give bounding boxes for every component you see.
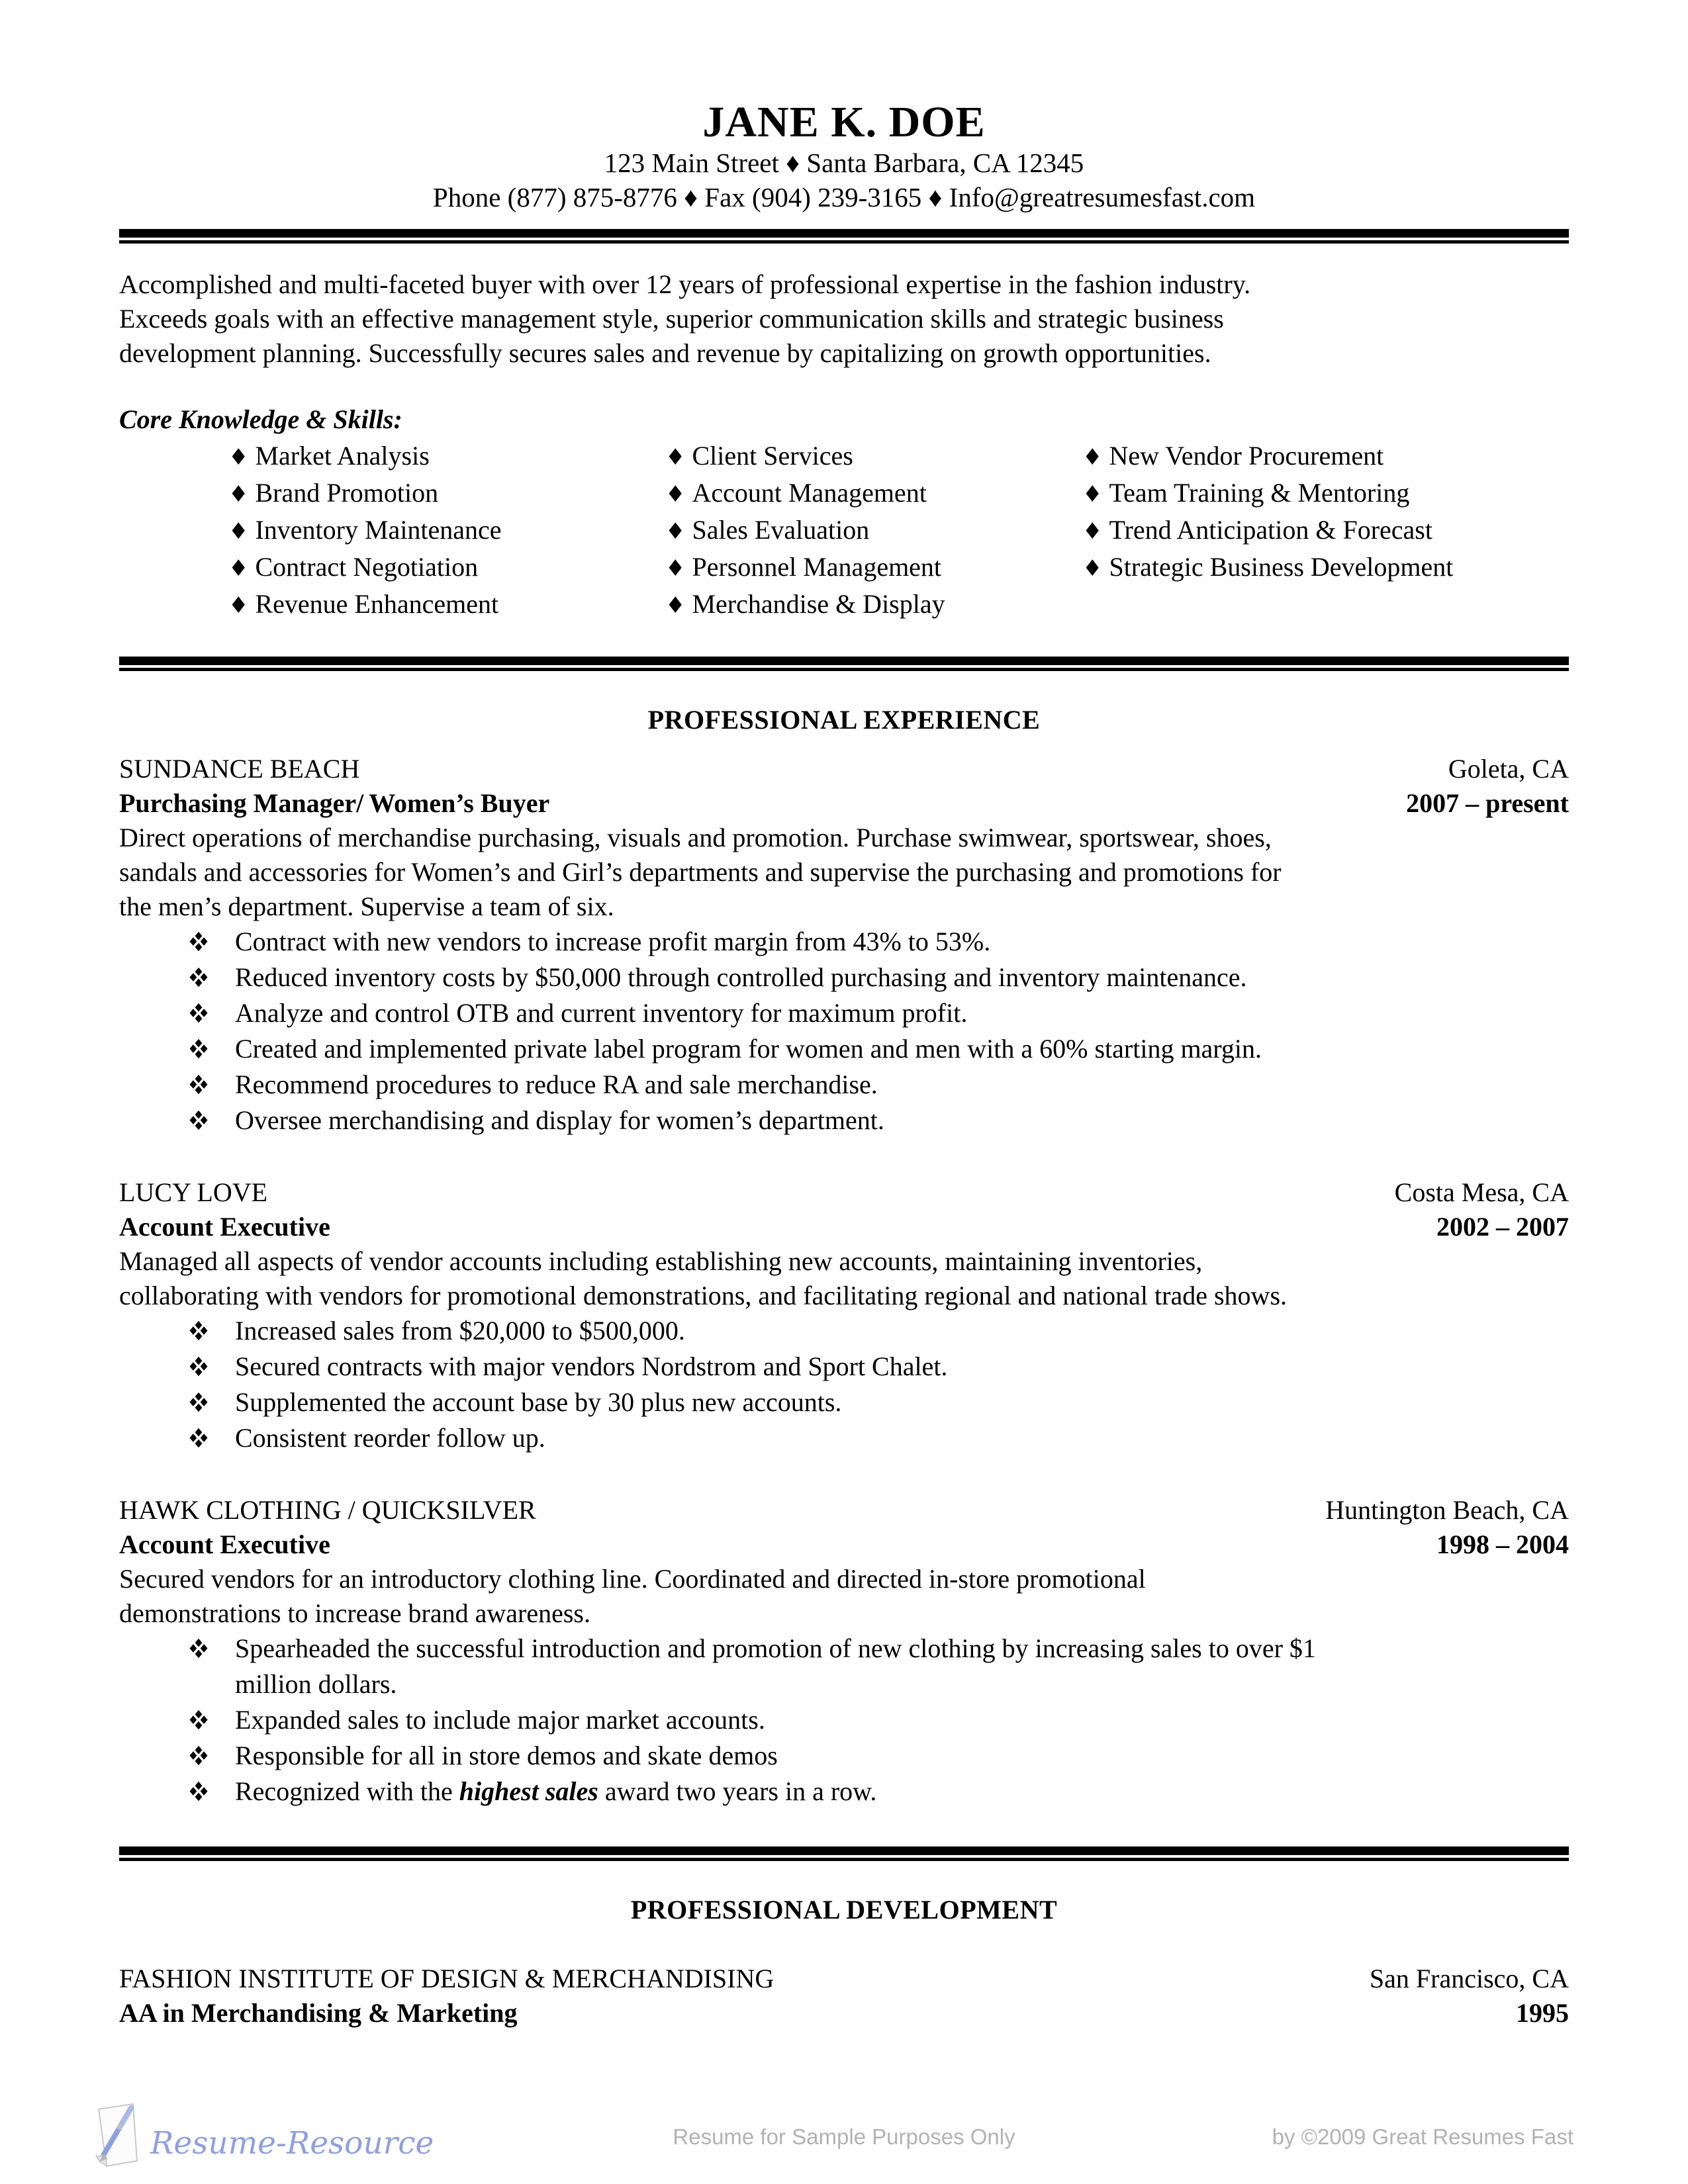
bullet-text: Supplemented the account base by 30 plus new accounts. — [235, 1387, 842, 1417]
school-row — [119, 1962, 1569, 1996]
bullet-text: Contract with new vendors to increase profit margin from 43% to 53%. — [235, 927, 991, 956]
page-footer — [0, 2071, 1688, 2184]
diamond-icon: ♦ — [228, 592, 249, 619]
skill-item — [228, 438, 665, 475]
job-title-row — [119, 1527, 1569, 1562]
four-diamond-bullet-icon — [189, 1349, 235, 1385]
four-diamond-bullet-icon — [189, 1774, 235, 1809]
four-diamond-bullet-icon — [189, 1631, 235, 1702]
bullet-text: Recommend procedures to reduce RA and sale merchandise. — [235, 1069, 878, 1099]
job-title-row — [119, 1210, 1569, 1244]
bullet-item — [189, 1385, 1569, 1420]
skill-label: Inventory Maintenance — [255, 515, 502, 545]
four-diamond-bullet-icon — [189, 1313, 235, 1349]
resume-resource-logo — [89, 2099, 434, 2175]
experience-heading: PROFESSIONAL EXPERIENCE — [647, 705, 1041, 735]
company-location: Costa Mesa, CA — [1394, 1177, 1569, 1207]
skill-label: Personnel Management — [692, 552, 942, 582]
bullet-item — [189, 1774, 1569, 1809]
rule-thick-bar — [119, 229, 1569, 238]
job-bullet-list — [119, 924, 1569, 1138]
job-description — [119, 1244, 1569, 1313]
four-diamond-bullet-icon — [189, 995, 235, 1031]
job-bullet-list — [119, 1313, 1569, 1456]
divider-rule-top — [119, 229, 1569, 244]
skill-label: Account Management — [692, 478, 927, 508]
skill-item — [228, 475, 665, 512]
development-heading: PROFESSIONAL DEVELOPMENT — [630, 1895, 1058, 1925]
four-diamond-bullet-icon — [189, 1420, 235, 1456]
person-name: JANE K. DOE — [702, 98, 986, 146]
job-description-line: sandals and accessories for Women’s and Girl’s departments and supervise the purchasing and promotions for — [119, 857, 1282, 887]
job-title-row — [119, 786, 1569, 821]
contact-line: Phone (877) 875-8776 ♦ Fax (904) 239-3165 ♦ Info@greatresumesfast.com — [432, 182, 1256, 212]
job-title: Purchasing Manager/ Women’s Buyer — [119, 788, 550, 818]
summary-paragraph — [119, 267, 1569, 371]
job-description-line: collaborating with vendors for promotional demonstrations, and facilitating regional and national trade shows. — [119, 1281, 1288, 1310]
bullet-text-line: million dollars. — [235, 1669, 397, 1699]
summary-line: Exceeds goals with an effective management style, superior communication skills and strategic business — [119, 304, 1224, 334]
diamond-icon: ♦ — [665, 555, 686, 582]
bullet-item — [189, 924, 1569, 960]
diamond-icon: ♦ — [228, 481, 249, 508]
diamond-icon: ♦ — [665, 481, 686, 508]
skill-item — [1082, 512, 1453, 549]
job-description-line: Managed all aspects of vendor accounts including establishing new accounts, maintaining inventories, — [119, 1246, 1203, 1276]
diamond-icon: ♦ — [1082, 518, 1103, 545]
diamond-icon: ♦ — [665, 444, 686, 471]
skill-item — [1082, 438, 1453, 475]
bullet-item — [189, 1031, 1569, 1067]
job-dates: 2002 – 2007 — [1436, 1212, 1569, 1242]
rule-thick-bar — [119, 1846, 1569, 1855]
bullet-text-emphasis: highest sales — [459, 1776, 598, 1806]
address-line: 123 Main Street ♦ Santa Barbara, CA 12345 — [604, 148, 1084, 178]
diamond-icon: ♦ — [665, 592, 686, 619]
skill-label: Team Training & Mentoring — [1109, 478, 1410, 508]
bullet-text — [235, 1774, 876, 1809]
bullet-text: Increased sales from $20,000 to $500,000. — [235, 1316, 685, 1345]
job-bullet-list — [119, 1631, 1569, 1809]
skills-column-3 — [1082, 438, 1453, 623]
skill-label: Market Analysis — [255, 441, 430, 471]
bullet-item — [189, 960, 1569, 995]
four-diamond-bullet-icon — [189, 1031, 235, 1067]
bullet-item — [189, 1631, 1569, 1702]
four-diamond-bullet-icon — [189, 1103, 235, 1138]
rule-thin-bar — [119, 668, 1569, 671]
skills-column-1 — [228, 438, 665, 623]
skill-item — [665, 438, 1082, 475]
job-description — [119, 1562, 1569, 1631]
skill-label: Contract Negotiation — [255, 552, 479, 582]
skill-label: Trend Anticipation & Forecast — [1109, 515, 1432, 545]
divider-rule-development — [119, 1846, 1569, 1861]
job-dates: 1998 – 2004 — [1436, 1529, 1569, 1559]
skill-item — [1082, 549, 1453, 586]
school-location: San Francisco, CA — [1369, 1964, 1569, 1993]
diamond-icon: ♦ — [1082, 555, 1103, 582]
skill-label: Strategic Business Development — [1109, 552, 1454, 582]
skill-label: New Vendor Procurement — [1109, 441, 1384, 471]
company-location: Huntington Beach, CA — [1325, 1495, 1569, 1525]
diamond-icon: ♦ — [228, 518, 249, 545]
skills-grid — [119, 438, 1569, 623]
company-location: Goleta, CA — [1448, 754, 1569, 784]
skills-heading: Core Knowledge & Skills: — [119, 404, 402, 434]
bullet-text: Analyze and control OTB and current inventory for maximum profit. — [235, 998, 968, 1028]
bullet-text-segment: award two years in a row. — [598, 1776, 877, 1806]
four-diamond-bullet-icon — [189, 924, 235, 960]
degree-row — [119, 1996, 1569, 2030]
skill-item — [665, 512, 1082, 549]
bullet-item — [189, 995, 1569, 1031]
diamond-icon: ♦ — [228, 555, 249, 582]
bullet-item — [189, 1313, 1569, 1349]
school-name: FASHION INSTITUTE OF DESIGN & MERCHANDISING — [119, 1964, 774, 1993]
four-diamond-bullet-icon — [189, 1385, 235, 1420]
job-description — [119, 821, 1569, 924]
job-description-line: the men’s department. Supervise a team of six. — [119, 891, 614, 921]
job-company-row — [119, 752, 1569, 786]
skill-item — [228, 512, 665, 549]
diamond-icon: ♦ — [228, 444, 249, 471]
degree-name: AA in Merchandising & Marketing — [119, 1998, 518, 2028]
education-entry — [119, 1962, 1569, 2030]
footer-right-text: by ©2009 Great Resumes Fast — [1272, 2124, 1573, 2149]
job-entry — [119, 1493, 1569, 1809]
skill-label: Sales Evaluation — [692, 515, 870, 545]
company-name: HAWK CLOTHING / QUICKSILVER — [119, 1495, 536, 1525]
skills-column-2 — [665, 438, 1082, 623]
bullet-text: Responsible for all in store demos and skate demos — [235, 1741, 778, 1770]
four-diamond-bullet-icon — [189, 1702, 235, 1738]
company-name: SUNDANCE BEACH — [119, 754, 360, 784]
bullet-item — [189, 1067, 1569, 1103]
skill-item — [228, 549, 665, 586]
footer-center-text: Resume for Sample Purposes Only — [673, 2124, 1015, 2149]
skill-item — [1082, 475, 1453, 512]
bullet-text: Reduced inventory costs by $50,000 through controlled purchasing and inventory maintenance. — [235, 962, 1247, 992]
job-entry — [119, 1175, 1569, 1456]
skill-label: Brand Promotion — [255, 478, 439, 508]
skill-label: Revenue Enhancement — [255, 589, 499, 619]
skill-label: Client Services — [692, 441, 853, 471]
job-title: Account Executive — [119, 1212, 330, 1242]
skill-item — [665, 475, 1082, 512]
bullet-text-segment: Recognized with the — [235, 1776, 459, 1806]
bullet-text: Created and implemented private label program for women and men with a 60% starting margin. — [235, 1034, 1262, 1064]
summary-line: development planning. Successfully secures sales and revenue by capitalizing on growth opportunities. — [119, 338, 1211, 368]
diamond-icon: ♦ — [1082, 481, 1103, 508]
bullet-item — [189, 1103, 1569, 1138]
skill-item — [228, 586, 665, 623]
diamond-icon: ♦ — [1082, 444, 1103, 471]
rule-thin-bar — [119, 1858, 1569, 1861]
bullet-item — [189, 1738, 1569, 1774]
job-description-line: Direct operations of merchandise purchasing, visuals and promotion. Purchase swimwear, sportswear, shoes, — [119, 823, 1272, 852]
skill-item — [665, 549, 1082, 586]
bullet-text: Expanded sales to include major market accounts. — [235, 1705, 765, 1735]
bullet-text: Consistent reorder follow up. — [235, 1423, 545, 1453]
four-diamond-bullet-icon — [189, 960, 235, 995]
job-company-row — [119, 1493, 1569, 1527]
skill-item — [665, 586, 1082, 623]
paper-pen-icon — [89, 2099, 145, 2175]
job-dates: 2007 – present — [1406, 788, 1569, 818]
bullet-text: Oversee merchandising and display for women’s department. — [235, 1105, 884, 1135]
job-description-line: Secured vendors for an introductory clothing line. Coordinated and directed in-store promotional — [119, 1564, 1146, 1594]
divider-rule-experience — [119, 657, 1569, 671]
bullet-item — [189, 1349, 1569, 1385]
diamond-icon: ♦ — [665, 518, 686, 545]
logo-text: Resume-Resource — [150, 2125, 434, 2161]
bullet-text: Secured contracts with major vendors Nordstrom and Sport Chalet. — [235, 1351, 948, 1381]
bullet-item — [189, 1420, 1569, 1456]
job-title: Account Executive — [119, 1529, 330, 1559]
skill-label: Merchandise & Display — [692, 589, 945, 619]
summary-line: Accomplished and multi-faceted buyer with over 12 years of professional expertise in the fashion industry. — [119, 269, 1251, 299]
four-diamond-bullet-icon — [189, 1738, 235, 1774]
rule-thin-bar — [119, 240, 1569, 244]
degree-year: 1995 — [1516, 1998, 1569, 2028]
four-diamond-bullet-icon — [189, 1067, 235, 1103]
bullet-item — [189, 1702, 1569, 1738]
company-name: LUCY LOVE — [119, 1177, 268, 1207]
bullet-text — [235, 1631, 1316, 1702]
job-company-row — [119, 1175, 1569, 1210]
bullet-text-line: Spearheaded the successful introduction and promotion of new clothing by increasing sales to over $1 — [235, 1633, 1316, 1663]
rule-thick-bar — [119, 657, 1569, 665]
job-entry — [119, 752, 1569, 1138]
job-description-line: demonstrations to increase brand awareness. — [119, 1598, 590, 1628]
